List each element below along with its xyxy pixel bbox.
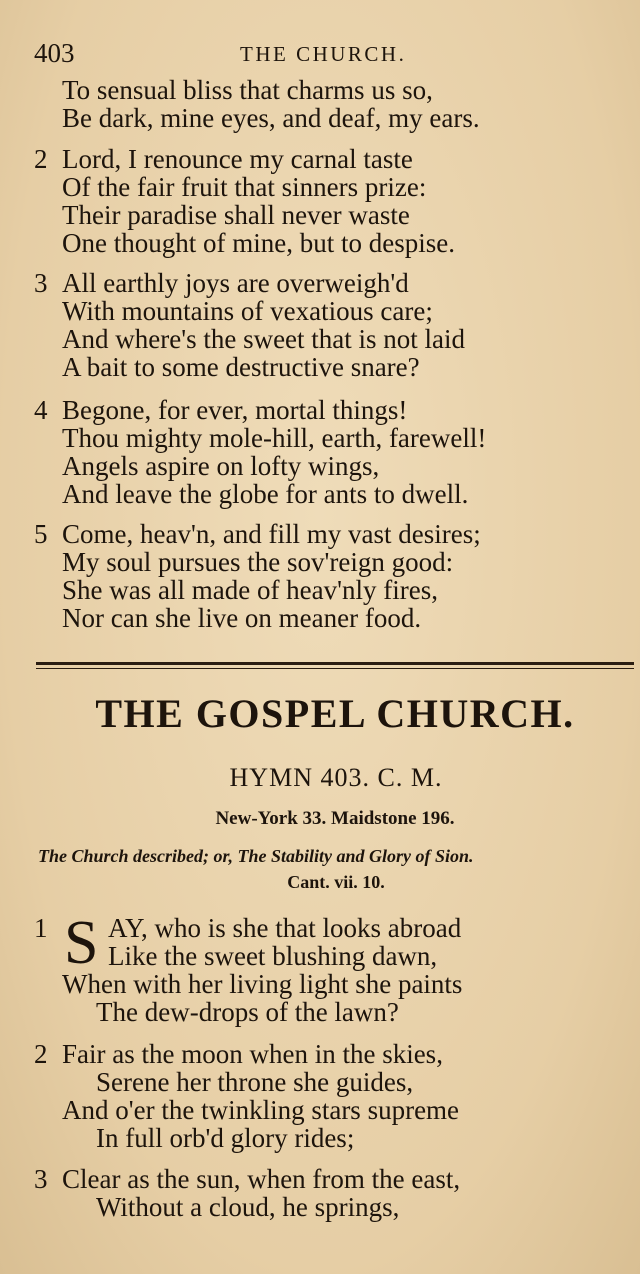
verse-line: Clear as the sun, when from the east, xyxy=(62,1164,461,1194)
running-head: THE CHURCH. xyxy=(240,42,407,66)
verse-line: All earthly joys are overweigh'd xyxy=(62,268,409,298)
verse-line: Begone, for ever, mortal things! xyxy=(62,395,408,425)
verse-line: Nor can she live on meaner food. xyxy=(62,603,422,633)
stanza-number: 1 xyxy=(34,913,48,943)
verse-line: The dew-drops of the lawn? xyxy=(96,997,399,1027)
hymn-subtitle: The Church described; or, The Stability and Glory of Sion. xyxy=(38,846,474,866)
section-divider xyxy=(36,662,634,665)
section-divider-thin xyxy=(36,668,634,669)
stanza-number: 4 xyxy=(34,395,48,425)
verse-line: Fair as the moon when in the skies, xyxy=(62,1039,443,1069)
stanza-number: 3 xyxy=(34,1164,48,1194)
stanza-number: 2 xyxy=(34,1039,48,1069)
verse-line: In full orb'd glory rides; xyxy=(96,1123,355,1153)
verse-line: Be dark, mine eyes, and deaf, my ears. xyxy=(62,103,480,133)
tune-references: New-York 33. Maidstone 196. xyxy=(215,808,455,829)
stanza-number: 3 xyxy=(34,268,48,298)
verse-line: A bait to some destructive snare? xyxy=(62,352,420,382)
section-title: THE GOSPEL CHURCH. xyxy=(95,691,575,736)
verse-line: And leave the globe for ants to dwell. xyxy=(62,479,469,509)
verse-line: And o'er the twinkling stars supreme xyxy=(62,1095,460,1125)
hymn-title: HYMN 403. C. M. xyxy=(229,763,443,792)
verse-line: Lord, I renounce my carnal taste xyxy=(62,144,413,174)
page-number: 403 xyxy=(34,38,75,68)
stanza-number: 2 xyxy=(34,144,48,174)
verse-line: AY, who is she that looks abroad xyxy=(108,913,462,943)
verse-line: Come, heav'n, and fill my vast desires; xyxy=(62,519,481,549)
verse-line: To sensual bliss that charms us so, xyxy=(62,75,433,105)
stanza-number: 5 xyxy=(34,519,48,549)
verse-line: Without a cloud, he springs, xyxy=(96,1192,400,1222)
verse-line: One thought of mine, but to despise. xyxy=(62,228,455,258)
verse-line: My soul pursues the sov'reign good: xyxy=(62,547,454,577)
verse-line: She was all made of heav'nly fires, xyxy=(62,575,438,605)
verse-line: Thou mighty mole-hill, earth, farewell! xyxy=(62,423,487,453)
verse-line: And where's the sweet that is not laid xyxy=(62,324,466,354)
verse-line: When with her living light she paints xyxy=(62,969,463,999)
verse-line: Serene her throne she guides, xyxy=(96,1067,414,1097)
scripture-reference: Cant. vii. 10. xyxy=(287,872,385,892)
drop-cap: S xyxy=(64,909,99,977)
verse-line: Like the sweet blushing dawn, xyxy=(108,941,438,971)
verse-line: Angels aspire on lofty wings, xyxy=(62,451,380,481)
verse-line: Of the fair fruit that sinners prize: xyxy=(62,172,427,202)
verse-line: With mountains of vexatious care; xyxy=(62,296,433,326)
verse-line: Their paradise shall never waste xyxy=(62,200,410,230)
page-header xyxy=(34,38,620,78)
